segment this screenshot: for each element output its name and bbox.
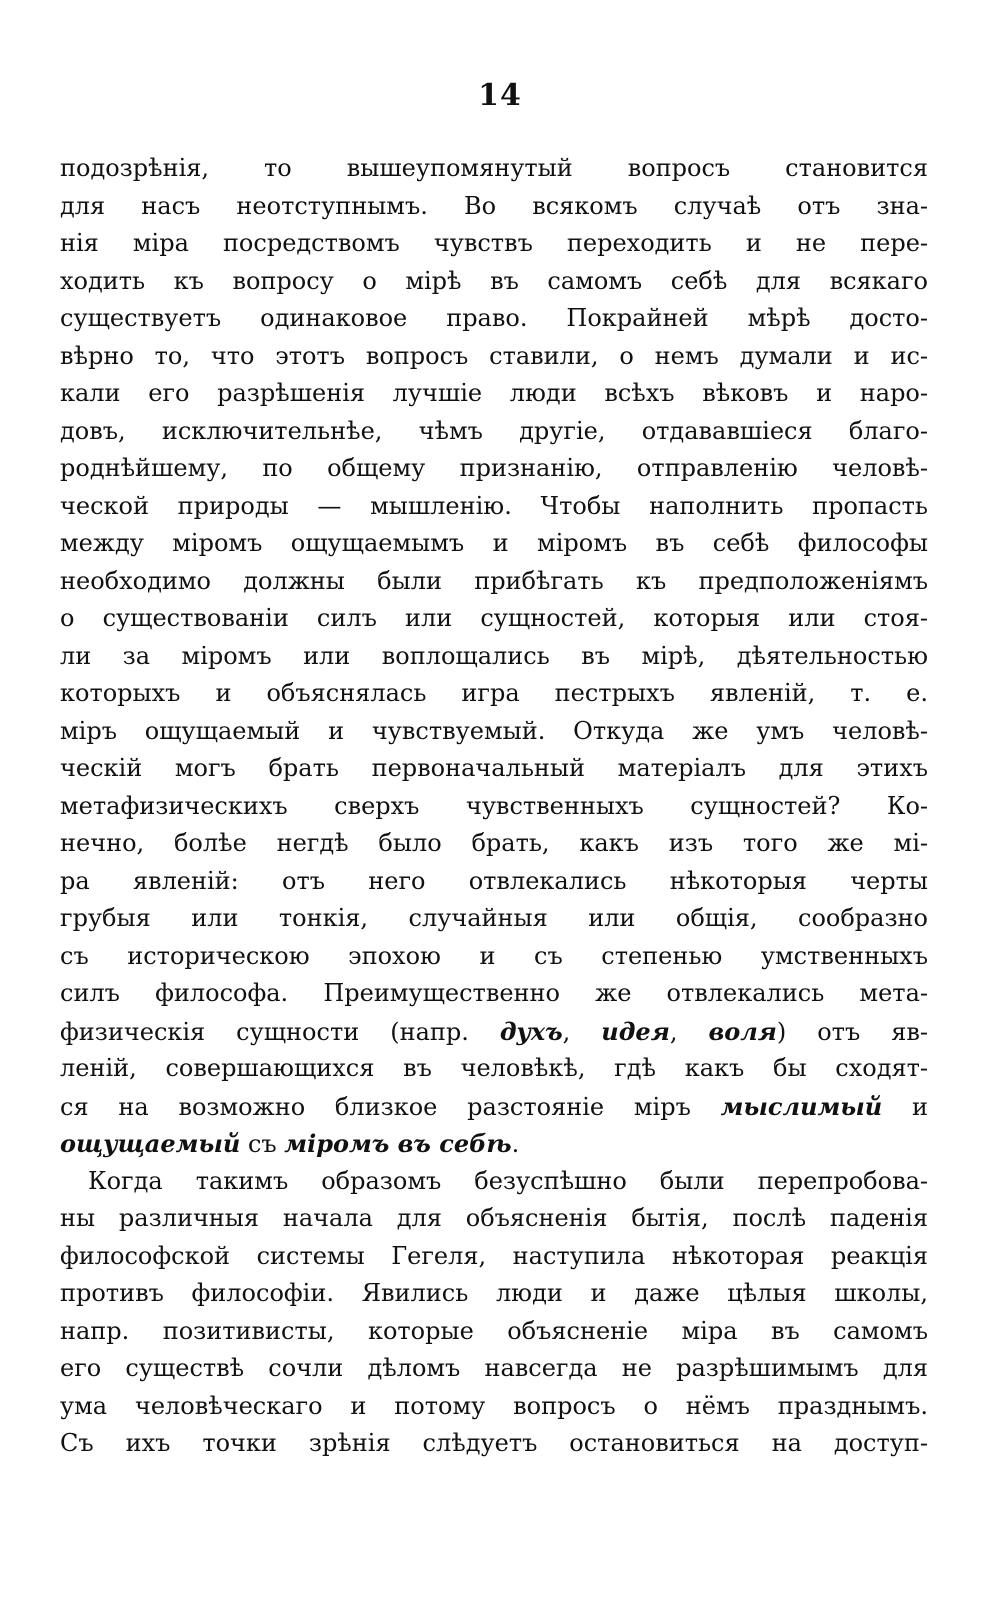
text-line xyxy=(60,825,928,863)
text-run: противъ философіи. Явились люди и даже цѣлыя школы, xyxy=(60,1279,928,1307)
text-run: роднѣйшему, по общему признанію, отправленію человѣ- xyxy=(60,454,928,482)
text-run: для насъ неотступнымъ. Во всякомъ случаѣ отъ зна- xyxy=(60,191,928,220)
text-run: , xyxy=(562,1017,602,1046)
text-line xyxy=(60,1388,928,1426)
text-run: ны различныя начала для объясненія бытія, послѣ паденія xyxy=(60,1204,928,1232)
text-run: силъ философа. Преимущественно же отвлекались мета- xyxy=(60,979,928,1007)
text-run: и xyxy=(882,1092,928,1121)
text-run: ли за міромъ или воплощались въ мірѣ, дѣятельностью xyxy=(60,641,928,670)
text-run: ческій могъ брать первоначальный матеріалъ для этихъ xyxy=(60,754,928,782)
text-line xyxy=(60,1238,928,1276)
text-run: необходимо должны были прибѣгать къ предположеніямъ xyxy=(60,566,928,595)
text-run: нія міра посредствомъ чувствъ переходить и не пере- xyxy=(60,229,928,257)
italic-term: идея xyxy=(601,1016,670,1046)
text-run: метафизическихъ сверхъ чувственныхъ сущностей? Ко- xyxy=(60,791,928,820)
text-line xyxy=(60,975,928,1013)
text-line xyxy=(60,1088,928,1126)
text-run: , xyxy=(669,1017,709,1046)
text-run: нечно, болѣе негдѣ было брать, какъ изъ того же мі- xyxy=(60,829,928,857)
text-line xyxy=(60,375,928,413)
text-run: Съ ихъ точки зрѣнія слѣдуетъ остановиться на доступ- xyxy=(60,1429,928,1457)
text-line xyxy=(60,675,928,713)
text-line xyxy=(60,1200,928,1238)
text-line xyxy=(60,750,928,788)
text-run: съ историческою эпохою и съ степенью умственныхъ xyxy=(60,941,928,970)
text-line xyxy=(60,413,928,451)
text-run: вѣрно то, что этотъ вопросъ ставили, о немъ думали и ис- xyxy=(60,341,928,370)
text-run: ) отъ яв- xyxy=(776,1017,928,1046)
text-line xyxy=(60,1313,928,1351)
text-run: философской системы Гегеля, наступила нѣкоторая реакція xyxy=(60,1241,928,1270)
text-line xyxy=(60,488,928,526)
text-line xyxy=(60,300,928,338)
text-run: которыхъ и объяснялась игра пестрыхъ явленій, т. е. xyxy=(60,679,928,707)
text-line xyxy=(60,450,928,488)
text-line xyxy=(60,1275,928,1313)
text-run: между міромъ ощущаемымъ и міромъ въ себѣ философы xyxy=(60,529,928,557)
text-run: ческой природы — мышленію. Чтобы наполнить пропасть xyxy=(60,491,928,520)
text-run: напр. позитивисты, которые объясненіе міра въ самомъ xyxy=(60,1316,928,1345)
text-run: довъ, исключительнѣе, чѣмъ другіе, отдававшіеся благо- xyxy=(60,416,928,445)
text-line xyxy=(60,938,928,976)
text-run: ра явленій: отъ него отвлекались нѣкоторыя черты xyxy=(60,866,928,895)
text-run: Когда такимъ образомъ безуспѣшно были перепробова- xyxy=(88,1166,928,1195)
text-run: ума человѣческаго и потому вопросъ о нёмъ празднымъ. xyxy=(60,1391,928,1420)
text-line xyxy=(60,788,928,826)
text-run: грубыя или тонкія, случайныя или общія, сообразно xyxy=(60,904,928,932)
text-line xyxy=(60,1350,928,1388)
text-line xyxy=(60,1425,928,1463)
text-run: подозрѣнія, то вышеупомянутый вопросъ становится xyxy=(60,154,928,182)
italic-term: воля xyxy=(708,1016,777,1046)
text-line xyxy=(60,150,928,188)
text-run: съ xyxy=(240,1130,285,1158)
text-line xyxy=(60,1163,928,1201)
text-line xyxy=(60,713,928,751)
text-line xyxy=(60,225,928,263)
italic-term: ощущаемый xyxy=(60,1129,241,1158)
text-line xyxy=(60,900,928,938)
page-number: 14 xyxy=(478,78,522,113)
italic-term: духъ xyxy=(499,1016,563,1046)
text-run: міръ ощущаемый и чувствуемый. Откуда же умъ человѣ- xyxy=(60,716,928,745)
text-line xyxy=(60,263,928,301)
text-line xyxy=(60,563,928,601)
text-run: о существованіи силъ или сущностей, которыя или стоя- xyxy=(60,604,928,632)
text-line xyxy=(60,1050,928,1088)
text-line xyxy=(60,863,928,901)
text-run: его существѣ сочли дѣломъ навсегда не разрѣшимымъ для xyxy=(60,1354,928,1382)
text-line xyxy=(60,600,928,638)
text-run: кали его разрѣшенія лучшіе люди всѣхъ вѣковъ и наро- xyxy=(60,379,928,407)
text-run: леній, совершающихся въ человѣкѣ, гдѣ какъ бы сходят- xyxy=(60,1054,928,1082)
text-run: физическія сущности (напр. xyxy=(60,1017,500,1046)
text-line xyxy=(60,188,928,226)
body-text xyxy=(60,150,928,1463)
text-run: существуетъ одинаковое право. Покрайней мѣрѣ досто- xyxy=(60,304,928,332)
text-line xyxy=(60,1125,928,1163)
text-line xyxy=(60,338,928,376)
text-line xyxy=(60,638,928,676)
text-line xyxy=(60,1013,928,1051)
text-run: . xyxy=(511,1130,520,1158)
text-run: ся на возможно близкое разстояніе міръ xyxy=(60,1092,721,1121)
italic-term: міромъ въ себѣ xyxy=(284,1129,512,1158)
text-line xyxy=(60,525,928,563)
text-run: ходить къ вопросу о мірѣ въ самомъ себѣ для всякаго xyxy=(60,266,928,295)
italic-term: мыслимый xyxy=(720,1091,883,1121)
